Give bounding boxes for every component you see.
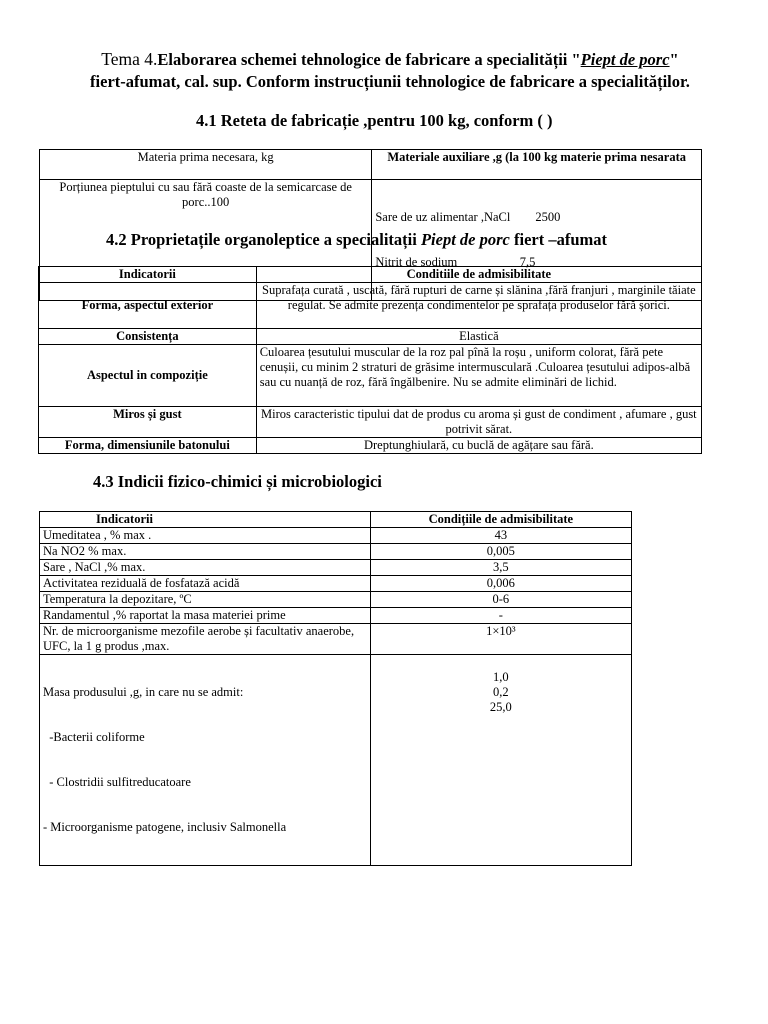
physicochemical-indicator: Umeditatea , % max . <box>40 528 371 544</box>
physicochemical-value: 1×10³ <box>370 624 631 655</box>
mass-row-labels <box>40 655 371 866</box>
title-tema: Tema 4. <box>101 49 158 69</box>
organoleptic-value: Miros caracteristic tipului dat de produs cu aroma și gust de condiment , afumare , gust potrivit sărat. <box>256 407 701 438</box>
physicochemical-header-indicator: Indicatorii <box>40 512 371 528</box>
organoleptic-header-conditions: Conditiile de admisibilitate <box>256 267 701 283</box>
mass-row-title: Masa produsului ,g, in care nu se admit: <box>43 685 244 699</box>
organoleptic-header-indicator: Indicatorii <box>39 267 257 283</box>
organoleptic-indicator: Forma, aspectul exterior <box>39 283 257 329</box>
physicochemical-value: 0,005 <box>370 544 631 560</box>
organoleptic-indicator: Aspectul in compoziție <box>39 345 257 407</box>
section-4-2-heading-pre: 4.2 Proprietațile organoleptice a specialitații <box>106 230 421 249</box>
organoleptic-indicator: Forma, dimensiunile batonului <box>39 438 257 454</box>
mass-row-values <box>370 655 631 866</box>
physicochemical-value: 3,5 <box>370 560 631 576</box>
organoleptic-indicator: Consistența <box>39 329 257 345</box>
mass-row-value-pathogens: 25,0 <box>489 700 512 714</box>
title-line2: fiert-afumat, cal. sup. Conform instrucțiunii tehnologice de fabricare a specialităților. <box>90 72 690 91</box>
mass-row-value-clostridia: 0,2 <box>493 685 509 699</box>
mass-row-coliform: -Bacterii coliforme <box>43 730 145 744</box>
physicochemical-indicator: Activitatea reziduală de fosfatază acidă <box>40 576 371 592</box>
title-line1-end: " <box>669 50 679 69</box>
mass-row-pathogens: - Microorganisme patogene, inclusiv Salmonella <box>43 820 287 834</box>
physicochemical-value: - <box>370 608 631 624</box>
recipe-aux-nitrite: Nitrit de sodium 7,5 <box>375 255 536 269</box>
mass-row-clostridia: - Clostridii sulfitreducatoare <box>43 775 191 789</box>
section-4-2-heading-product: Piept de porc <box>420 230 510 249</box>
recipe-raw-material: Porțiunea pieptului cu sau fără coaste de la semicarcase de porc..100 <box>40 180 372 301</box>
organoleptic-table <box>38 266 702 454</box>
physicochemical-value: 0-6 <box>370 592 631 608</box>
physicochemical-value: 0,006 <box>370 576 631 592</box>
recipe-header-raw: Materia prima necesara, kg <box>40 150 372 180</box>
physicochemical-header-conditions: Condițiile de admisibilitate <box>370 512 631 528</box>
title-line1: Elaborarea schemei tehnologice de fabricare a specialității " <box>157 50 581 69</box>
recipe-aux-salt: Sare de uz alimentar ,NaCl 2500 <box>375 210 561 224</box>
physicochemical-table <box>39 511 632 866</box>
mass-row-value-coliform: 1,0 <box>493 670 509 684</box>
physicochemical-value: 43 <box>370 528 631 544</box>
recipe-header-aux: Materiale auxiliare ,g (la 100 kg materie prima nesarata <box>372 150 702 180</box>
physicochemical-indicator: Sare , NaCl ,% max. <box>40 560 371 576</box>
organoleptic-value: Suprafața curată , uscată, fără rupturi de carne și slănina ,fără franjuri , marginile tăiate regulat. Se admite prezența condimentelor pe sprafața produselor fără șorici. <box>256 283 701 329</box>
organoleptic-value: Culoarea țesutului muscular de la roz pal pînă la roșu , uniform colorat, fără pete cenușii, cu minim 2 straturi de grăsime intermusculară .Culoarea țesutului adipos-albă sau cu nuanță de roz, fără îngălbenire. Nu se admite eliminări de lichid. <box>256 345 701 407</box>
physicochemical-indicator: Nr. de microorganisme mezofile aerobe și facultativ anaerobe, UFC, la 1 g produs ,max. <box>40 624 371 655</box>
physicochemical-indicator: Temperatura la depozitare, ºC <box>40 592 371 608</box>
document-title <box>40 48 740 93</box>
organoleptic-indicator: Miros și gust <box>39 407 257 438</box>
section-4-1-heading: 4.1 Reteta de fabricație ,pentru 100 kg, conform ( ) <box>196 111 553 130</box>
section-4-3-heading: 4.3 Indicii fizico-chimici și microbiologici <box>93 472 382 491</box>
physicochemical-indicator: Randamentul ,% raportat la masa materiei prime <box>40 608 371 624</box>
organoleptic-value: Dreptunghiulară, cu buclă de agățare sau fără. <box>256 438 701 454</box>
organoleptic-value: Elastică <box>256 329 701 345</box>
section-4-2-heading-post: fiert –afumat <box>509 230 607 249</box>
section-4-2-heading <box>106 230 607 250</box>
physicochemical-indicator: Na NO2 % max. <box>40 544 371 560</box>
title-product: Piept de porc <box>580 50 670 69</box>
